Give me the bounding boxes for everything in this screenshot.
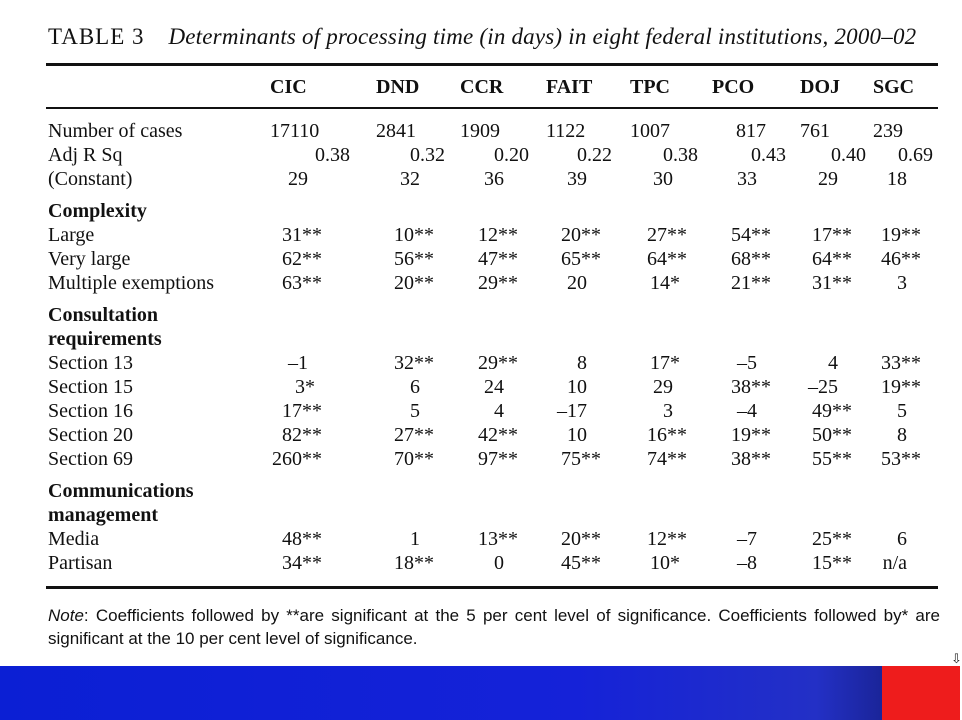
table-cell: 13** [478, 528, 518, 550]
table-cell: 12** [478, 224, 518, 246]
table-cell: 1909 [460, 120, 500, 142]
table-cell: 17** [812, 224, 852, 246]
table-cell: 6 [410, 376, 420, 398]
row-label: Section 16 [48, 400, 133, 422]
table-cell: 50** [812, 424, 852, 446]
table-cell: 48** [282, 528, 322, 550]
table-cell: 3* [295, 376, 315, 398]
table-cell: 10 [567, 376, 587, 398]
table-cell: 6 [897, 528, 907, 550]
table-cell: 0.38 [663, 144, 698, 166]
table-cell: 70** [394, 448, 434, 470]
row-label: Partisan [48, 552, 113, 574]
row-label: Very large [48, 248, 131, 270]
row-label: Section 13 [48, 352, 133, 374]
table-cell: 17110 [270, 120, 320, 142]
table-cell: –8 [737, 552, 757, 574]
table-cell: 19** [731, 424, 771, 446]
table-caption: Determinants of processing time (in days) in eight federal institutions, 2000–02 [168, 24, 917, 49]
row-label: Section 20 [48, 424, 133, 446]
table-cell: –7 [737, 528, 757, 550]
table-cell: 97** [478, 448, 518, 470]
table-cell: 27** [647, 224, 687, 246]
column-header-pco: PCO [712, 76, 755, 98]
table-cell: –17 [557, 400, 587, 422]
table-cell: 63** [282, 272, 322, 294]
table-cell: 10** [394, 224, 434, 246]
footer-accent-block [882, 666, 960, 720]
table-cell: –1 [288, 352, 308, 374]
table-cell: 0.43 [751, 144, 786, 166]
table-cell: 5 [897, 400, 907, 422]
table-cell: 1122 [546, 120, 586, 142]
table-cell: –5 [737, 352, 757, 374]
table-cell: 16** [647, 424, 687, 446]
note-label: Note [48, 606, 84, 625]
table-cell: 0.20 [494, 144, 529, 166]
table-cell: 68** [731, 248, 771, 270]
table-cell: 29** [478, 272, 518, 294]
table-cell: 239 [873, 120, 903, 142]
section-heading: management [48, 504, 158, 526]
footer-bar [0, 666, 960, 720]
table-cell: 38** [731, 448, 771, 470]
table-cell: 20** [394, 272, 434, 294]
table-cell: 32 [400, 168, 420, 190]
table-cell: 14* [650, 272, 680, 294]
table-note [48, 604, 940, 650]
row-label: Number of cases [48, 120, 183, 142]
table-title [48, 24, 916, 50]
table-cell: 38** [731, 376, 771, 398]
table-cell: 49** [812, 400, 852, 422]
table-cell: 17** [282, 400, 322, 422]
bottom-rule [46, 586, 938, 589]
table-cell: 19** [881, 376, 921, 398]
table-cell: 42** [478, 424, 518, 446]
column-header-doj: DOJ [800, 76, 840, 98]
table-cell: 21** [731, 272, 771, 294]
table-cell: 32** [394, 352, 434, 374]
section-heading: Complexity [48, 200, 147, 222]
table-cell: 65** [561, 248, 601, 270]
table-cell: 45** [561, 552, 601, 574]
table-cell: 27** [394, 424, 434, 446]
table-cell: 10 [567, 424, 587, 446]
row-label: Adj R Sq [48, 144, 123, 166]
table-cell: 55** [812, 448, 852, 470]
row-label: Section 69 [48, 448, 133, 470]
table-cell: 30 [653, 168, 673, 190]
top-rule [46, 63, 938, 66]
table-cell: 2841 [376, 120, 416, 142]
row-label: Media [48, 528, 100, 550]
table-cell: 56** [394, 248, 434, 270]
table-cell: 0.22 [577, 144, 612, 166]
table-cell: 5 [410, 400, 420, 422]
table-label: TABLE 3 [48, 24, 145, 49]
table-cell: 47** [478, 248, 518, 270]
table-cell: 4 [494, 400, 504, 422]
table-cell: 31** [812, 272, 852, 294]
table-cell: 29 [818, 168, 838, 190]
column-header-tpc: TPC [630, 76, 670, 98]
table-cell: 15** [812, 552, 852, 574]
table-cell: 1 [410, 528, 420, 550]
table-cell: 1007 [630, 120, 670, 142]
table-cell: 3 [663, 400, 673, 422]
row-label: Section 15 [48, 376, 133, 398]
table-cell: 0.32 [410, 144, 445, 166]
table-cell: 29** [478, 352, 518, 374]
row-label: Multiple exemptions [48, 272, 215, 294]
table-cell: 20 [567, 272, 587, 294]
download-arrow-icon: ⇩ [951, 652, 962, 667]
header-rule [46, 107, 938, 109]
table-cell: 20** [561, 224, 601, 246]
column-header-dnd: DND [376, 76, 420, 98]
row-label: (Constant) [48, 168, 133, 190]
table-cell: 19** [881, 224, 921, 246]
column-header-sgc: SGC [873, 76, 915, 98]
table-cell: 36 [484, 168, 504, 190]
column-header-fait: FAIT [546, 76, 593, 98]
table-cell: 18 [887, 168, 907, 190]
table-cell: 53** [881, 448, 921, 470]
column-header-cic: CIC [270, 76, 307, 98]
table-cell: n/a [882, 552, 907, 574]
row-label: Large [48, 224, 95, 246]
table-cell: 817 [736, 120, 766, 142]
table-cell: 0 [494, 552, 504, 574]
table-cell: 17* [650, 352, 680, 374]
table-cell: 75** [561, 448, 601, 470]
table-cell: 10* [650, 552, 680, 574]
table-cell: 29 [288, 168, 308, 190]
table-cell: 18** [394, 552, 434, 574]
table-cell: 0.38 [315, 144, 350, 166]
column-header-ccr: CCR [460, 76, 504, 98]
table-cell: 64** [647, 248, 687, 270]
table-cell: 46** [881, 248, 921, 270]
table-cell: 39 [567, 168, 587, 190]
table-cell: 31** [282, 224, 322, 246]
table-cell: 8 [897, 424, 907, 446]
table-cell: 24 [484, 376, 504, 398]
table-cell: 64** [812, 248, 852, 270]
table-cell: 74** [647, 448, 687, 470]
table-cell: 761 [800, 120, 830, 142]
table-cell: 8 [577, 352, 587, 374]
section-heading: requirements [48, 328, 162, 350]
table-cell: 12** [647, 528, 687, 550]
section-heading: Consultation [48, 304, 159, 326]
table-cell: 33** [881, 352, 921, 374]
table-cell: 0.69 [898, 144, 933, 166]
section-heading: Communications [48, 480, 194, 502]
table-cell: 0.40 [831, 144, 866, 166]
table-cell: –4 [737, 400, 757, 422]
table-cell: –25 [808, 376, 838, 398]
table-cell: 62** [282, 248, 322, 270]
table-cell: 29 [653, 376, 673, 398]
note-text: : Coefficients followed by **are significant at the 5 per cent level of significance. Coefficients followed by* are significant at the 10 per cent level of significance. [48, 606, 940, 648]
table-cell: 20** [561, 528, 601, 550]
table-cell: 3 [897, 272, 907, 294]
table-cell: 33 [737, 168, 757, 190]
table-cell: 4 [828, 352, 838, 374]
table-cell: 54** [731, 224, 771, 246]
table-cell: 82** [282, 424, 322, 446]
table-cell: 260** [272, 448, 322, 470]
table-cell: 25** [812, 528, 852, 550]
table-cell: 34** [282, 552, 322, 574]
